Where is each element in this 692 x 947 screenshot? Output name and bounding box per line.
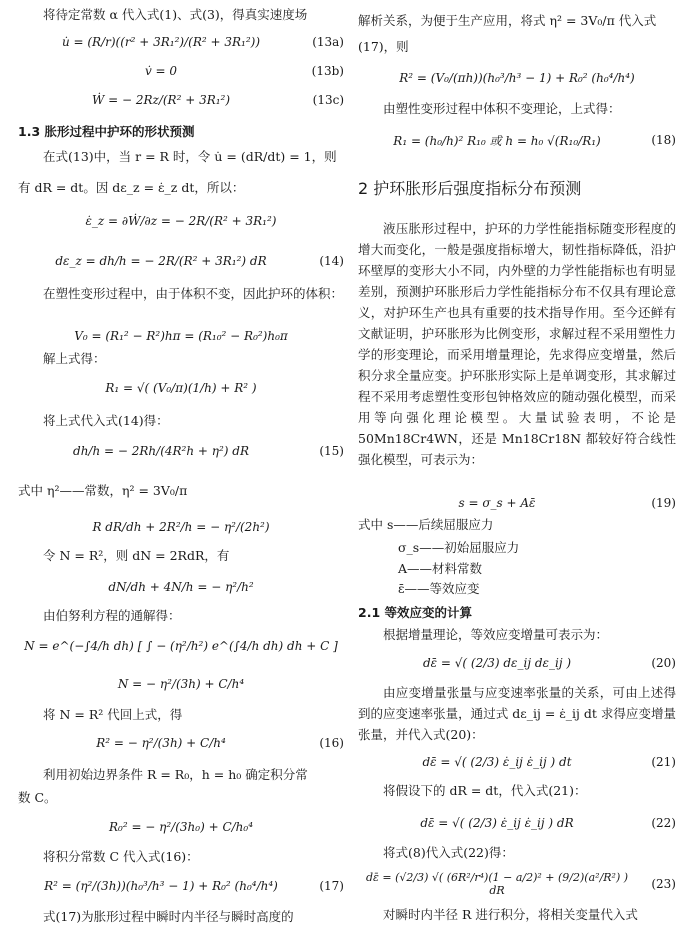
equation-21: dε̄ = √( (2/3) ε̇_ij ε̇_ij ) dt (21) — [422, 755, 676, 769]
definition-a: A——材料常数 — [398, 561, 483, 576]
equation-n-general: N = e^(−∫4/h dh) [ ∫ − (η²/h²) e^(∫4/h dh) dh + C ] — [24, 639, 338, 653]
definition-eps: ε̄——等效应变 — [398, 581, 480, 596]
equation-n: N = − η²/(3h) + C/h⁴ — [117, 677, 245, 691]
paragraph: 将 N = R² 代回上式，得 — [43, 707, 183, 722]
paragraph: 对瞬时内半径 R 进行积分，将相关变量代入式 — [383, 907, 638, 922]
paragraph: 解上式得： — [43, 351, 106, 366]
equation-16: R² = − η²/(3h) + C/h⁴ (16) — [96, 736, 344, 750]
paragraph: 根据增量理论，等效应变增量可表示为： — [383, 627, 609, 642]
paragraph: 在塑性变形过程中，由于体积不变，因此护环的体积： — [43, 286, 344, 301]
equation-14: dε_z = dh/h = − 2R/(R² + 3R₁²) dR (14) — [55, 254, 344, 268]
equation-strain-rate: ε̇_z = ∂Ẇ/∂z = − 2R/(R² + 3R₁²) — [85, 214, 277, 228]
equation-15: dh/h = − 2Rh/(4R²h + η²) dR (15) — [73, 444, 344, 458]
equation-22: dε̄ = √( (2/3) ε̇_ij ε̇_ij ) dR (22) — [420, 816, 676, 830]
equation-dn: dN/dh + 4N/h = − η²/h² — [108, 580, 254, 594]
equation-13b: v̇ = 0 (13b) — [144, 64, 344, 78]
definition-s: 式中 s——后续屈服应力 — [358, 517, 494, 532]
section-heading-1-3: 1.3 胀形过程中护环的形状预测 — [18, 124, 195, 139]
paragraph: 有 dR = dt。因 dε_z = ε̇_z dt，所以： — [18, 180, 245, 195]
section-heading-2: 2 护环胀形后强度指标分布预测 — [358, 179, 582, 198]
equation-19: s = σ_s + Aε̄ (19) — [458, 496, 676, 510]
paragraph: 由塑性变形过程中体积不变理论，上式得： — [383, 101, 621, 116]
section-heading-2-1: 2.1 等效应变的计算 — [358, 605, 472, 620]
paragraph: 式中 η²——常数，η² = 3V₀/π — [18, 483, 188, 498]
equation-17: R² = (η²/(3h))(h₀³/h³ − 1) + R₀² (h₀⁴/h⁴) (17) — [44, 879, 344, 893]
paragraph: 将式(8)代入式(22)得： — [383, 845, 514, 860]
equation-r-squared: R² = (V₀/(πh))(h₀³/h³ − 1) + R₀² (h₀⁴/h⁴) — [399, 71, 635, 85]
equation-23: dε̄ = (√2/3) √( (6R²/r⁴)(1 − a/2)² + (9/2)(a²/R²) ) dR (23) — [365, 871, 676, 897]
paragraph: 将积分常数 C 代入式(16)： — [43, 849, 199, 864]
paragraph: 由伯努利方程的通解得： — [43, 608, 181, 623]
paragraph: 将上式代入式(14)得： — [43, 413, 169, 428]
paragraph: 式(17)为胀形过程中瞬时内半径与瞬时高度的 — [43, 909, 294, 924]
equation-r0: R₀² = − η²/(3h₀) + C/h₀⁴ — [108, 820, 254, 834]
paragraph: 液压胀形过程中，护环的力学性能指标随变形程度的增大而变化，一般是强度指标增大，韧性指标降低，沿护环壁厚的变形大小不同，内外壁的力学性能指标也有明显差别，预测护环胀形后力学性能指标分布不仅具有理论意义，对护环生产也具有重要的技术指导作用。至今还鲜有文献证明，护环胀形为比例变形，求解过程不采用塑性力学的形变理论，而采用增量理论，先求得应变增量，然后积分求全量应变。护环胀形实际上是单调变形，其求解过程不采用考虑塑性变形包钟格效应的随动强化模型，而采用等向强化理论模型。大量试验表明，不论是 50Mn18Cr4WN，还是 Mn18Cr18N 都较好符合线性强化模型，可表示为： — [358, 221, 676, 467]
paragraph: 数 C。 — [18, 790, 57, 805]
paragraph: (17)，则 — [358, 39, 409, 54]
equation-18: R₁ = (h₀/h)² R₁₀ 或 h = h₀ √(R₁₀/R₁) (18) — [393, 133, 676, 148]
paragraph: 利用初始边界条件 R = R₀，h = h₀ 确定积分常 — [43, 767, 308, 782]
paragraph: 令 N = R²，则 dN = 2RdR，有 — [43, 548, 230, 563]
paragraph: 将假设下的 dR = dt，代入式(21)： — [383, 783, 587, 798]
paragraph: 由应变增量张量与应变速率张量的关系，可由上述得到的应变速率张量，通过式 dε_ij = ε̇_ij dt 求得应变增量张量，并代入式(20)： — [358, 685, 676, 742]
equation-r-dr: R dR/dh + 2R²/h = − η²/(2h²) — [92, 520, 270, 534]
equation-r1: R₁ = √( (V₀/π)(1/h) + R² ) — [105, 381, 257, 395]
equation-volume: V₀ = (R₁² − R²)hπ = (R₁₀² − R₀²)h₀π — [74, 329, 288, 343]
definition-sigma: σ_s——初始屈服应力 — [398, 540, 520, 555]
equation-13c: Ẇ = − 2Rz/(R² + 3R₁²) (13c) — [91, 93, 344, 107]
equation-13a: u̇ = (R/r)((r² + 3R₁²)/(R² + 3R₁²)) (13a) — [61, 35, 344, 49]
paragraph: 在式(13)中，当 r = R 时，令 u̇ = (dR/dt) = 1，则 — [43, 149, 337, 164]
paragraph: 解析关系，为便于生产应用，将式 η² = 3V₀/π 代入式 — [358, 13, 657, 28]
equation-20: dε̄ = √( (2/3) dε_ij dε_ij ) (20) — [422, 656, 676, 670]
paragraph: 将待定常数 α 代入式(1)、式(3)，得真实速度场 — [43, 7, 308, 22]
